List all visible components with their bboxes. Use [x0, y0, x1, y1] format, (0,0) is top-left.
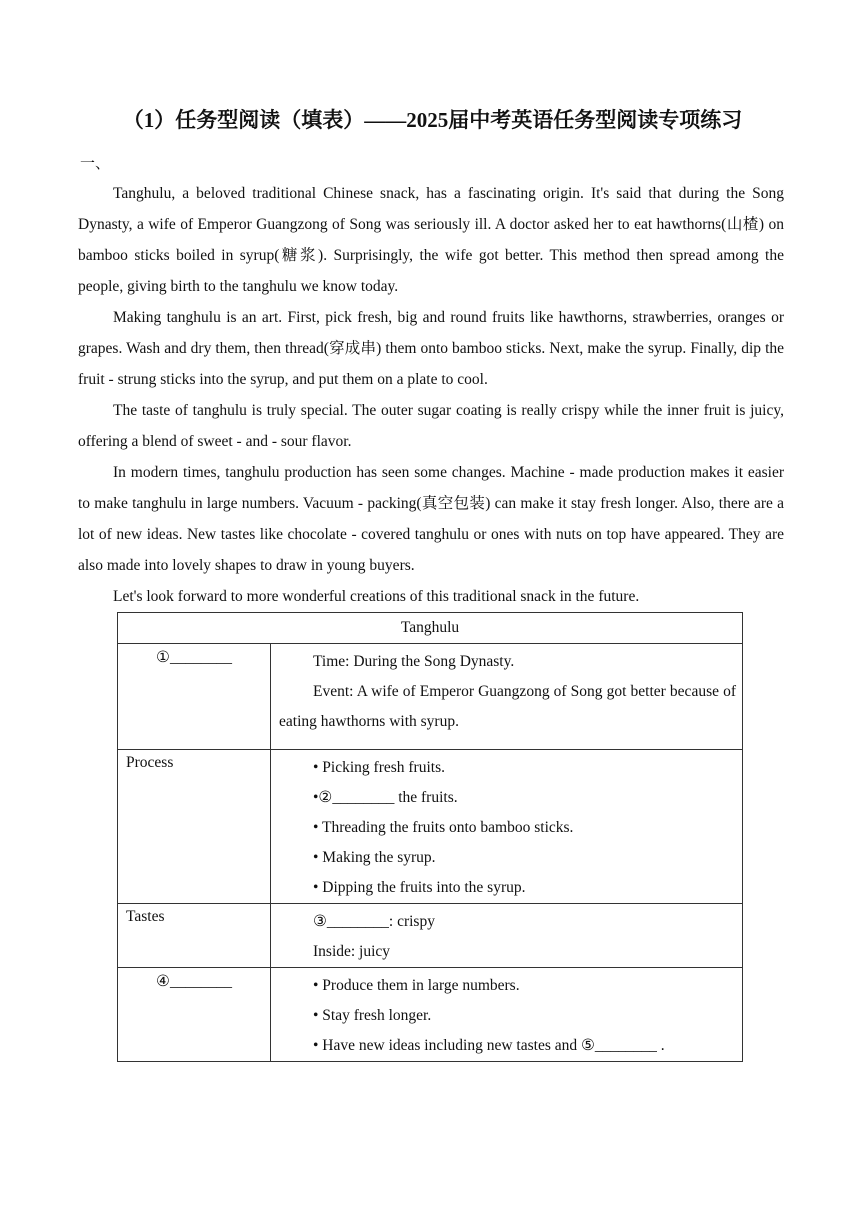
summary-table — [117, 612, 743, 1062]
paragraph-taste: The taste of tanghulu is truly special. The outer sugar coating is really crispy while the inner fruit is juicy, offering a blend of sweet - and - sour flavor. — [78, 402, 784, 450]
row-content — [271, 968, 743, 1062]
list-item: •②________ the fruits. — [313, 789, 458, 806]
paragraph-making: Making tanghulu is an art. First, pick fresh, big and round fruits like hawthorns, strawberries, oranges or grapes. Wash and dry them, then thread(穿成串) them onto bamboo sticks. Next, make the syrup. Finally, dip the fruit - strung sticks into the syrup, and put them on a plate to cool. — [78, 309, 784, 388]
row-label: ④________ — [156, 973, 232, 990]
list-item: Inside: juicy — [313, 943, 391, 960]
page-title: （1）任务型阅读（填表）——2025届中考英语任务型阅读专项练习 — [122, 108, 743, 132]
row-content — [271, 644, 743, 750]
reading-passage — [78, 178, 784, 612]
paragraph-modern: In modern times, tanghulu production has seen some changes. Machine - made production makes it easier to make tanghulu in large numbers. Vacuum - packing(真空包装) can make it stay fresh longer. Also, there are a lot of new ideas. New tastes like chocolate - covered tanghulu or ones with nuts on top have appeared. They are also made into lovely shapes to draw in young buyers. — [78, 464, 784, 574]
list-item: • Making the syrup. — [313, 849, 436, 866]
list-item: • Picking fresh fruits. — [313, 759, 445, 776]
table-row — [118, 750, 743, 904]
table-row — [118, 968, 743, 1062]
list-item: ③________: crispy — [313, 913, 435, 930]
list-item: • Threading the fruits onto bamboo sticks. — [313, 819, 574, 836]
section-label: 一、 — [80, 156, 111, 172]
table-row — [118, 644, 743, 750]
table-header: Tanghulu — [118, 613, 743, 644]
table-header-row — [118, 613, 743, 644]
list-item: • Have new ideas including new tastes and ⑤________ . — [313, 1037, 665, 1054]
row-content — [271, 750, 743, 904]
row-label: Tastes — [118, 904, 271, 968]
blank-4 — [118, 968, 271, 1062]
row-content — [271, 904, 743, 968]
list-item: • Produce them in large numbers. — [313, 977, 520, 994]
row-label: Process — [118, 750, 271, 904]
row-label: ①________ — [156, 649, 232, 666]
list-item: • Dipping the fruits into the syrup. — [313, 879, 526, 896]
row-text: Time: During the Song Dynasty. — [313, 653, 515, 670]
row-text: Event: A wife of Emperor Guangzong of Song got better because of eating hawthorns with syrup. — [279, 683, 736, 730]
list-item: • Stay fresh longer. — [313, 1007, 432, 1024]
table-row — [118, 904, 743, 968]
blank-1 — [118, 644, 271, 750]
paragraph-future: Let's look forward to more wonderful creations of this traditional snack in the future. — [113, 588, 640, 605]
paragraph-origin: Tanghulu, a beloved traditional Chinese snack, has a fascinating origin. It's said that during the Song Dynasty, a wife of Emperor Guangzong of Song was seriously ill. A doctor asked her to eat hawthorns(山楂) on bamboo sticks boiled in syrup(糖浆). Surprisingly, the wife got better. This method then spread among the people, giving birth to the tanghulu we know today. — [78, 185, 784, 295]
